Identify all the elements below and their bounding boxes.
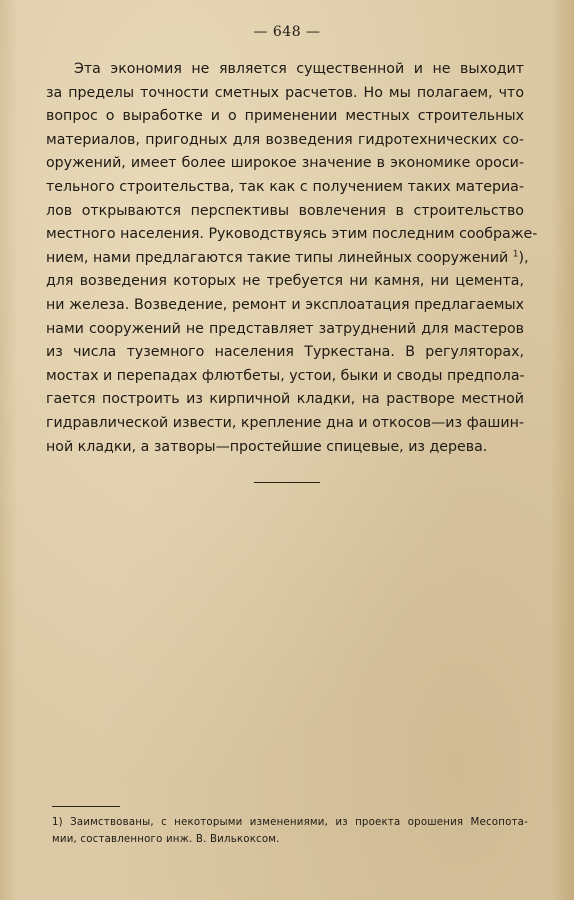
paragraph-line: материалов, пригодных для возведения гидротехнических со- [46,131,524,148]
paragraph-line: ни железа. Возведение, ремонт и эксплоатация предлагаемых [46,296,524,313]
paragraph-line: местного населения. Руководствуясь этим последним соображе- [46,226,538,243]
footnote [52,814,528,848]
paragraph-line: тельного строительства, так как с получением таких материа- [46,178,524,195]
paragraph-line: для возведения которых не требуется ни камня, ни цемента, [46,273,524,290]
paragraph-line: из числа туземного населения Туркестана. В регуляторах, [46,344,524,361]
paragraph-line: нами сооружений не представляет затруднений для мастеров [46,320,524,337]
paragraph-line-text: нием, нами предлагаются такие типы линейных сооружений [46,249,509,266]
page-number: — 648 — [253,24,321,40]
footnote-reference[interactable]: 1 [512,249,519,260]
paragraph-line: гается построить из кирпичной кладки, на растворе местной [46,391,524,408]
paragraph-line: мостах и перепадах флютбеты, устои, быки и своды предпола- [46,367,525,384]
paragraph-line: лов открываются перспективы вовлечения в строительство [46,202,524,219]
paragraph-line: за пределы точности сметных расчетов. Но мы полагаем, что [46,84,524,101]
footnote-marker: 1) [52,817,63,828]
paragraph-line: вопрос о выработке и о применении местных строительных [46,108,524,125]
paragraph-line-with-footnote [46,247,529,271]
footnote-reference-suffix: ), [518,249,529,266]
main-paragraph [46,58,538,459]
section-separator [254,482,320,483]
footnote-text: Заимствованы, с некоторыми изменениями, из проекта орошения Месопота- [70,817,528,828]
paragraph-line: оружений, имеет более широкое значение в экономике ороси- [46,155,524,172]
footnote-line [52,814,528,831]
paragraph-line: Эта экономия не является существенной и не выходит [74,61,524,77]
paragraph-line: ной кладки, а затворы—простейшие спицевые, из дерева. [46,438,488,455]
footnote-line: мии, составленного инж. В. Вилькоксом. [52,834,280,845]
paragraph-line: гидравлической извести, крепление дна и откосов—из фашин- [46,414,524,431]
footnote-rule [52,806,120,807]
